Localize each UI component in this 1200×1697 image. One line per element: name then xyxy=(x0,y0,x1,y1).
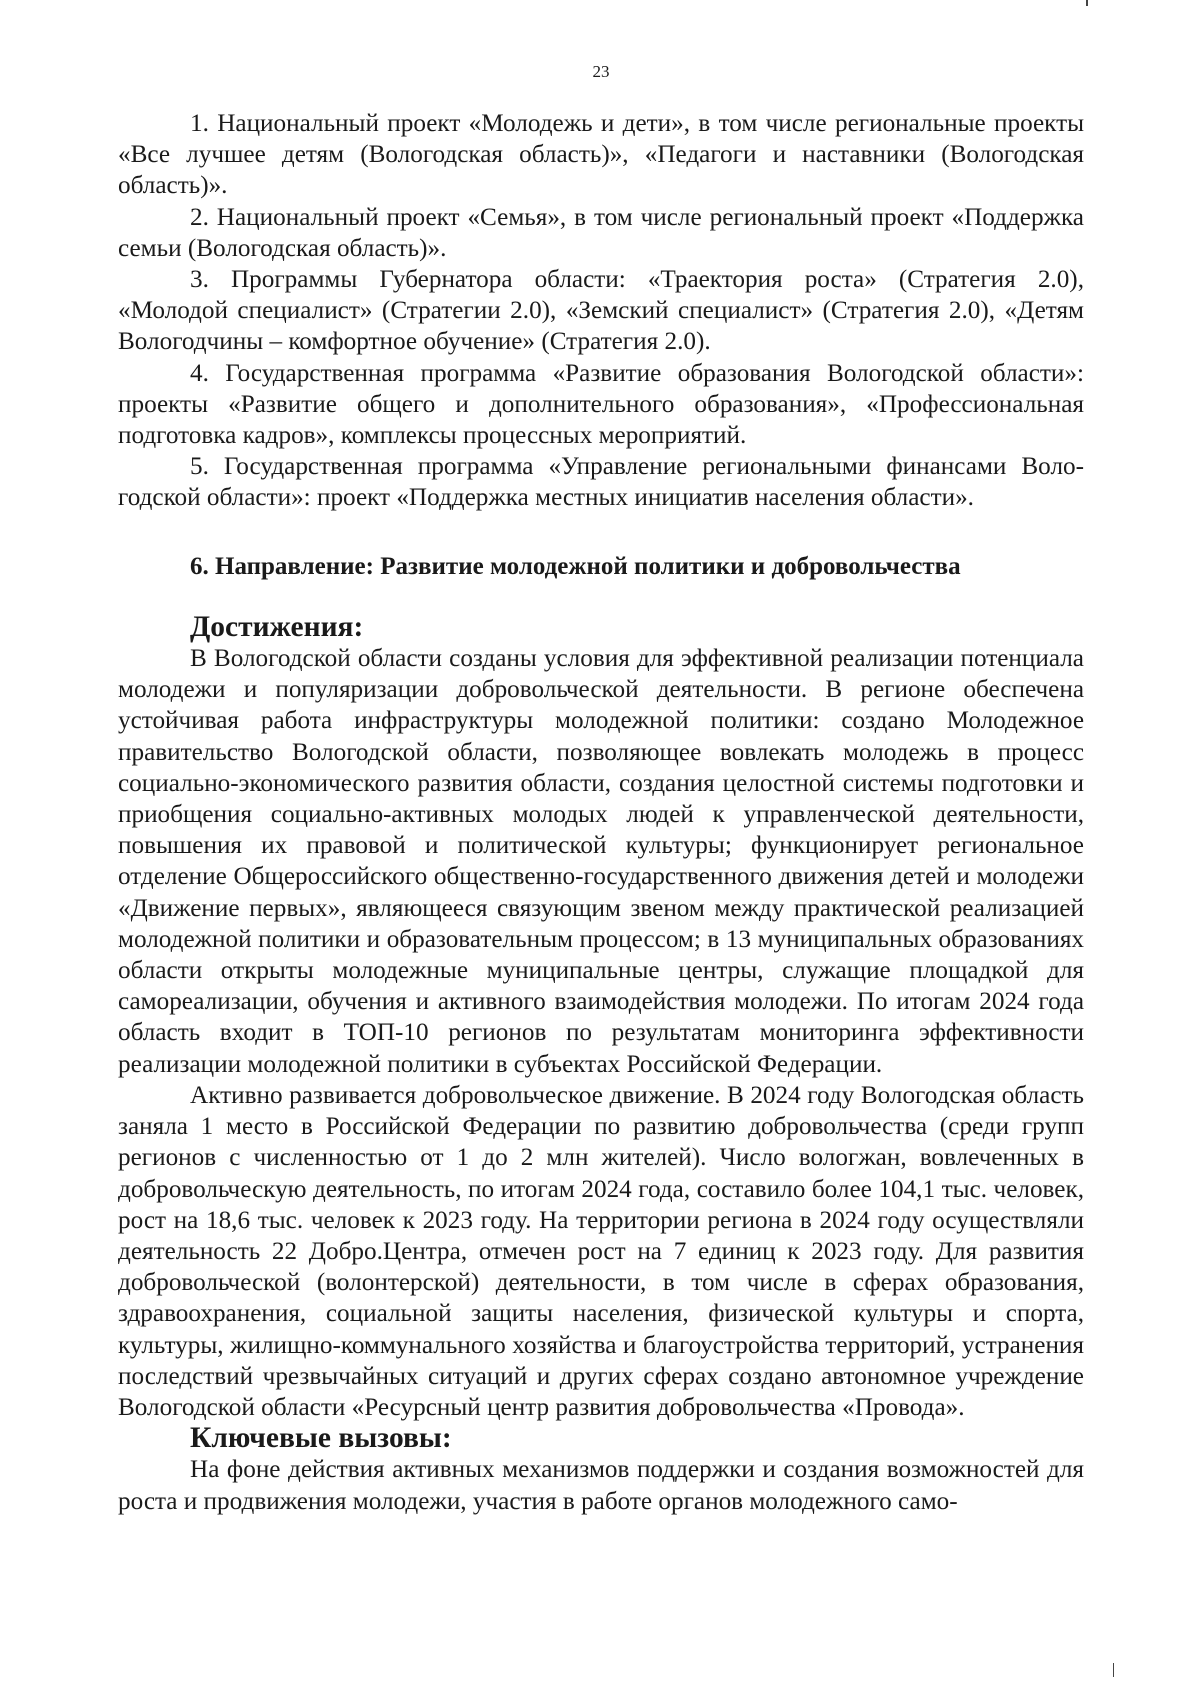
program-item-3: 3. Программы Губернатора области: «Траектория роста» (Стратегия 2.0), «Молодой специалист» (Стратегии 2.0), «Земский специалист» (Стратегия 2.0), «Детям Вологодчины – комфортное обучение» (Стратегия 2.0). xyxy=(118,266,1084,356)
program-item-5: 5. Государственная программа «Управление региональными финансами Вологодской области»: проект «Поддержка местных инициатив населения области». xyxy=(118,453,1084,512)
achievements-paragraph-2: Активно развивается добровольческое движение. В 2024 году Вологодская область заняла 1 место в Российской Федерации по развитию добровольчества (среди групп регионов с численностью от 1 до 2 млн жителей). Число вологжан, вовлеченных в добровольческую деятельность, по итогам 2024 года, составило более 104,1 тыс. человек, рост на 18,6 тыс. человек к 2023 году. На территории региона в 2024 году осуществляли деятельность 22 Добро.Центра, отмечен рост на 7 единиц к 2023 году. Для развития добровольческой (волонтерской) деятельности, в том числе в сферах образования, здравоохранения, социальной защиты населения, физической культуры и спорта, культуры, жилищно-коммунального хозяйства и благоустройства территорий, устранения последствий чрезвычайных ситуаций и других сферах создано автономное учреждение Вологодской области «Ресурсный центр развития добровольчества «Провода». xyxy=(118,1081,1084,1421)
page-content xyxy=(118,108,1084,1517)
section-title: 6. Направление: Развитие молодежной политики и добровольчества xyxy=(190,552,961,580)
page-number: 23 xyxy=(592,62,610,81)
challenges-paragraph-1: На фоне действия активных механизмов поддержки и создания возможностей для роста и продвижения молодежи, участия в работе органов молодежного само- xyxy=(118,1456,1084,1515)
program-item-4: 4. Государственная программа «Развитие образования Вологодской области»: проекты «Развитие общего и дополнительного образования», «Профессиональная подготовка кадров», комплексы процессных мероприятий. xyxy=(118,359,1084,450)
program-item-2: 2. Национальный проект «Семья», в том числе региональный проект «Поддержка семьи (Вологодская область)». xyxy=(118,203,1084,262)
scan-edge-mark xyxy=(1086,0,1088,6)
achievements-paragraph-1: В Вологодской области созданы условия для эффективной реализации потенциала молодежи и популяризации добровольческой деятельности. В регионе обеспечена устойчивая работа инфраструктуры молодежной политики: создано Молодежное правительство Вологодской области, позволяющее вовлекать молодежь в процесс социально-экономического развития области, создания целостной системы подготовки и приобщения социально-активных молодых людей к управленческой деятельности, повышения их правовой и политической культуры; функционирует региональное отделение Общероссийского общественно-государственного движения детей и молодежи «Движение первых», являющееся связующим звеном между практической реализацией молодежной политики и образовательным процессом; в 13 муниципальных образованиях области открыты молодежные муниципальные центры, служащие площадкой для самореализации, обучения и активного взаимодействия молодежи. По итогам 2024 года область входит в ТОП-10 регионов по результатам мониторинга эффективности реализации молодежной политики в субъектах Российской Федерации. xyxy=(118,645,1084,1078)
scan-edge-mark xyxy=(1113,1663,1114,1677)
program-item-1: 1. Национальный проект «Молодежь и дети», в том числе региональные проекты «Все лучшее детям (Вологодская область)», «Педагоги и наставники (Вологодская область)». xyxy=(118,110,1084,200)
achievements-heading: Достижения: xyxy=(190,610,364,643)
challenges-heading: Ключевые вызовы: xyxy=(190,1422,452,1455)
